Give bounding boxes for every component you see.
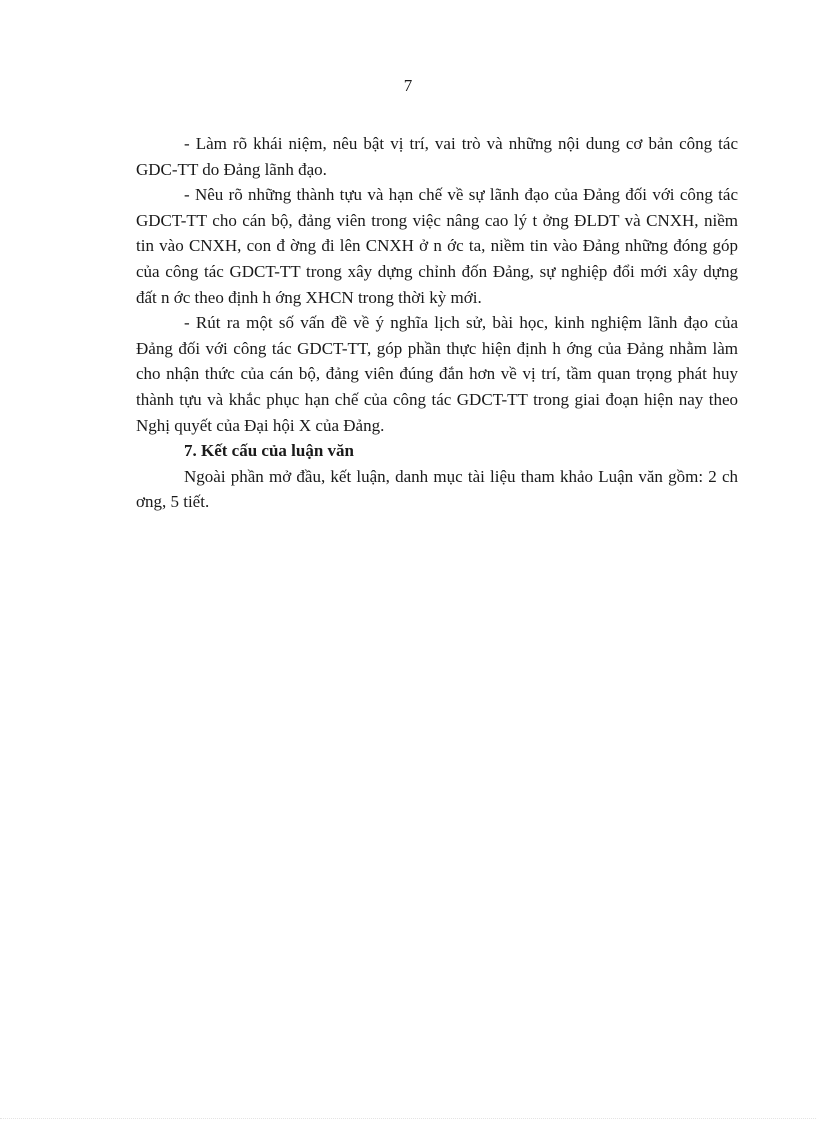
paragraph-objective-1: - Làm rõ khái niệm, nêu bật vị trí, vai trò và những nội dung cơ bản công tác GDC-TT do Đảng lãnh đạo.: [136, 134, 738, 179]
page-body: [136, 131, 738, 515]
section-body: Ngoài phần mở đầu, kết luận, danh mục tài liệu tham khảo Luận văn gồm: 2 ch ơng, 5 tiết.: [136, 466, 738, 512]
paragraph-objective-2: - Nêu rõ những thành tựu và hạn chế về sự lãnh đạo của Đảng đối với công tác GDCT-TT cho cán bộ, đảng viên trong việc nâng cao lý t ởng ĐLDT và CNXH, niềm tin vào CNXH, con đ ờng đi lên CNXH ở n ớc ta, niềm tin vào Đảng những đóng góp của công tác GDCT-TT trong xây dựng chỉnh đốn Đảng, sự nghiệp đổi mới xây dựng đất n ớc theo định h ớng XHCN trong thời kỳ mới.: [136, 185, 738, 307]
page-bottom-divider: [0, 1118, 816, 1119]
page-number: 7: [403, 76, 413, 95]
section-heading: 7. Kết cấu của luận văn: [184, 441, 355, 461]
paragraph-objective-3: - Rút ra một số vấn đề về ý nghĩa lịch sử, bài học, kinh nghiệm lãnh đạo của Đảng đối với công tác GDCT-TT, góp phần thực hiện định h ớng của Đảng nhằm làm cho nhận thức của cán bộ, đảng viên đúng đắn hơn về vị trí, tầm quan trọng phát huy thành tựu và khắc phục hạn chế của công tác GDCT-TT trong giai đoạn hiện nay theo Nghị quyết của Đại hội X của Đảng.: [136, 313, 738, 435]
